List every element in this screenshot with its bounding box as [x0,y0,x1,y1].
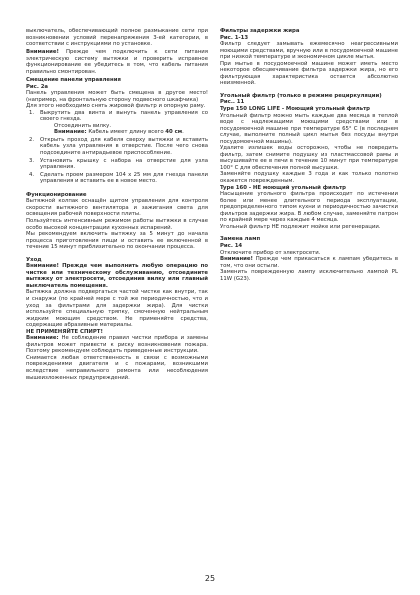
step-item [26,137,208,157]
lamp-figure-ref: Рис. 14 [220,242,243,249]
care-paragraph-2: Снимается любая ответственность в связи с возможными повреждениями двигателя и с пожарами, возникшими вследствие неправильного ремонта или несоблюдения вышеизложенных предупреждений. [26,354,208,381]
step-number: 2. [29,136,35,143]
type160-paragraph-1: Насыщение угольного фильтра происходит по истечении более или менее длительного периода эксплуатации, предопределенного типом кухни и периодичностью зачистки фильтров задержки жира. В любом случае, заменяйте патрон по крайней мере через каждые 4 месяца. [220,191,398,224]
step-text: Установить крышку с набора на отверстие для узла управления. [40,157,208,171]
lamp-section-title: Замена ламп [220,236,261,243]
care-warning: Внимание! Прежде чем выполнить любую операцию по чистке или техническому обслуживанию, отсоедините вытяжку от электросети, отсоединив вилку или главный выключатель помещения. [26,263,208,289]
type160-title: Type 160 - НЕ моющий угольный фильтр [220,184,347,191]
note-end: . [182,129,184,136]
note-text: Кабель имеет длину всего [86,129,166,136]
care-section-title: Уход [26,256,42,263]
intro-paragraph: выключатель, обеспечивающий полное размыкание сети при возникновении условий перенапряжения 3-ей категории, в соответствии с инструкциями по установке. [26,28,208,48]
lamp-warning [220,256,398,269]
note-bold: 40 см [165,129,183,136]
type150-paragraph-1: Угольный фильтр можно мыть каждые два месяца в теплой воде с надлежащими моющими средствами или в посудомоечной машине при температуре 65° С (в последнем случае, выполните полный цикл мытья без посуды внутри посудомоечной машины). [220,112,398,145]
step-number: 4. [29,171,35,178]
grease-paragraph-2: При мытье в посудомоечной машине может иметь место некоторое обесцвечивание фильтра задержки жира, но его фильтрующая характеристика остается абсолютно неизменной. [220,60,398,87]
panel-steps-list [26,110,208,185]
warning-label: Внимание! [26,49,59,56]
function-paragraph-1: Вытяжной колпак оснащён щитом управления для контроля скорости вытяжного вентилятора и зажигания света для освещения рабочей поверхности плиты. [26,198,208,218]
care-paragraph-1: Вытяжка должна подвергаться частой чистке как внутри, так и снаружи (по крайней мере с той же периодичностью, что и уход за фильтрами для задержки жира). Для чистки используйте специальную тряпку, смоченную нейтральным жидким моющим средством. Не применяйте средства, содержащие абразивные материалы. [26,289,208,329]
care-warn-label: Внимание: [26,335,59,342]
lamp-warn-text: Прежде чем прикасаться к лампам убедитесь в том, что они остыли. [220,256,398,269]
function-paragraph-2: Пользуйтесь интенсивным режимом работы вытяжки в случае особо высокой концентрации кухонных испарений. [26,217,208,231]
step-item [26,110,208,136]
lamp-paragraph-1: Отключите прибор от электросети. [220,249,321,256]
function-section-title: Функционирование [26,191,87,198]
step-note [40,129,208,136]
left-column [26,28,208,381]
grease-figure-ref: Рис. 1-13 [220,34,249,41]
type150-paragraph-2: Удалите излишек воды осторожно, чтобы не повредить фильтр, затем снимите подушку из пластмассовой рамы и высушивайте ее в печи в течение 10 минут при температуре 100° С для обеспечения полной высушки. [220,145,398,171]
no-alcohol-notice: НЕ ПРИМЕНЯЙТЕ СПИРТ! [26,328,103,335]
step-item [26,172,208,185]
step-text: Выкрутить два винта и вынуть панель управления со своего гнезда. [40,109,208,123]
step-item [26,158,208,171]
power-warning [26,49,208,75]
warning-text: Прежде чем подключить к сети питания электрическую систему вытяжки и проверить исправное функционирование ее убедитесь в том, что кабель питания правильно смонтирован. [26,49,208,75]
lamp-paragraph-2: Заменить поврежденную лампу исключительно лампой PL 11W (G23). [220,269,398,282]
step-number: 1. [29,109,35,116]
grease-paragraph-1: Фильтр следует замывать ежемесячно неагрессивными моющими средствами, вручную или в посудомоечной машине при низкой температуре и экономичном цикле мытья. [220,41,398,61]
step-sub: Отсоединить вилку. [54,122,112,129]
right-column [220,28,398,282]
grease-filter-title: Фильтры задержки жира [220,28,300,34]
note-label: Внимание: [54,129,87,136]
care-warning-2 [26,335,208,355]
type150-paragraph-3: Заменяйте подушку каждые 3 года и как только полотно окажется поврежденным. [220,171,398,185]
step-text: Сделать проем размером 104 х 25 мм для гнезда панели управления и вставить ее в новое место. [40,171,208,185]
panel-section-title: Смещение панели управления [26,77,121,84]
carbon-filter-title: Угольный фильтр (только в режиме рециркуляции) [220,92,382,99]
type160-paragraph-2: Угольный фильтр НЕ подлежит мойке или регенерации. [220,223,381,230]
panel-figure-ref: Рис. 2а [26,83,49,90]
care-warn-text: Не соблюдение правил чистки прибора и замены фильтров может привести к риску возникновения пожара. Поэтому рекомендуем соблюдать приведенные инструкции. [26,335,208,355]
function-paragraph-3: Мы рекомендуем включить вытяжку за 5 минут до начала процесса приготовления пищи и оставить ее включенной в течение 15 минут приблизительно по окончании процесса. [26,231,208,251]
step-number: 3. [29,157,35,164]
panel-paragraph-1: Панель управления может быть смещена в другое место! (например, на фронтальную сторону подвесного шкафчика) [26,90,208,103]
panel-paragraph-2: Для этого необходимо снять жировой фильтр и опорную раму. [26,103,206,110]
lamp-warn-label: Внимание! [220,256,253,263]
step-text: Открыть проход для кабеля сверху вытяжки и вставить кабель узла управления в отверстие. После чего снова подсоедините антирадьевое приспособление. [40,136,208,157]
type150-title: Type 150 LONG LIFE - Моющий угольный фильтр [220,106,370,113]
carbon-figure-ref: Рис.. 11 [220,99,245,106]
page-number: 25 [204,574,216,583]
